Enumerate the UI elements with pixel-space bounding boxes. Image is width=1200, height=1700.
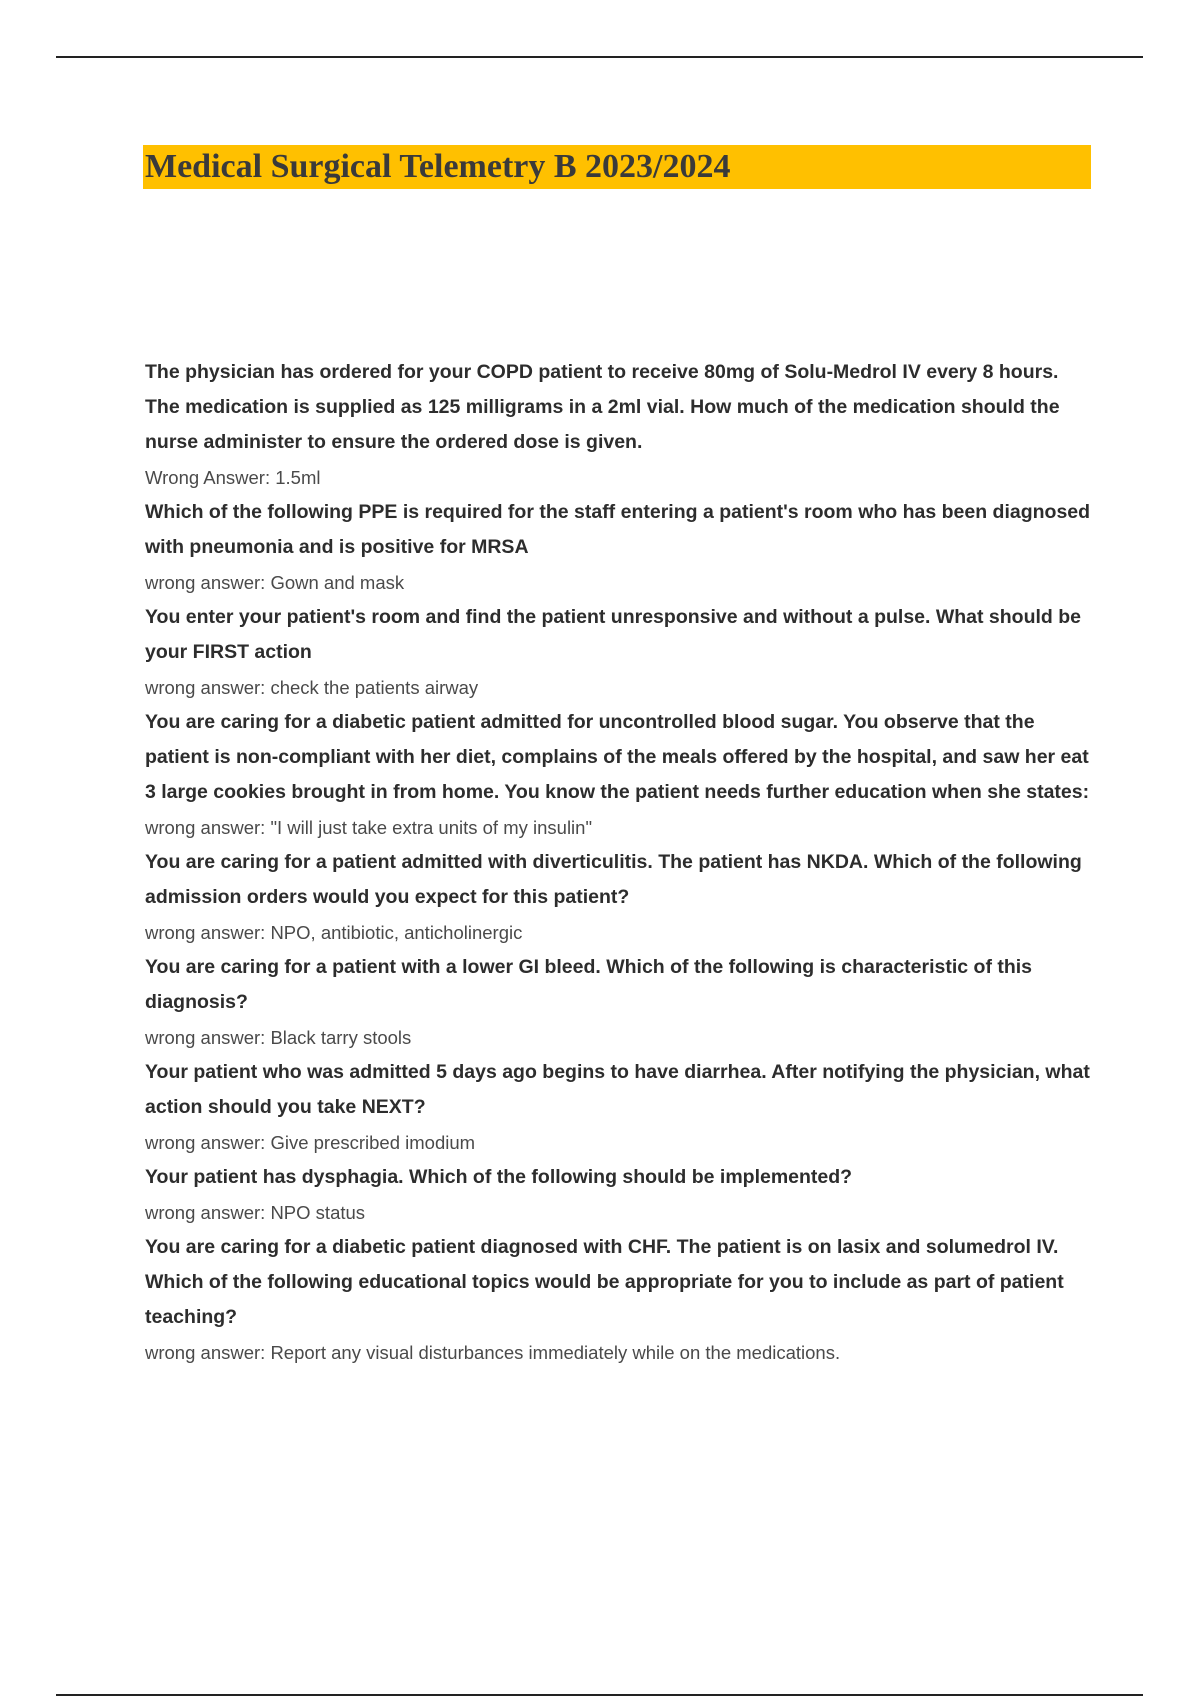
- question-text: You are caring for a diabetic patient diagnosed with CHF. The patient is on lasix and solumedrol IV. Which of the following educational topics would be appropriate for you to include as part of patient teaching?: [145, 1236, 1064, 1328]
- answer-text: wrong answer: "I will just take extra units of my insulin": [145, 817, 593, 838]
- question-text: Your patient who was admitted 5 days ago begins to have diarrhea. After notifying the physician, what action should you take NEXT?: [145, 1061, 1090, 1118]
- answer-text: wrong answer: Report any visual disturbances immediately while on the medications.: [145, 1342, 841, 1363]
- qa-item: [145, 1230, 1095, 1370]
- question-text: You are caring for a patient admitted with diverticulitis. The patient has NKDA. Which of the following admission orders would you expect for this patient?: [145, 851, 1082, 908]
- answer-text: wrong answer: Gown and mask: [145, 572, 405, 593]
- qa-item: [145, 1055, 1095, 1160]
- question-text: You are caring for a diabetic patient admitted for uncontrolled blood sugar. You observe that the patient is non-compliant with her diet, complains of the meals offered by the hospital, and saw her eat 3 large cookies brought in from home. You know the patient needs further education when she states:: [145, 711, 1090, 803]
- qa-item: [145, 950, 1095, 1055]
- answer-text: wrong answer: NPO, antibiotic, anticholinergic: [145, 922, 523, 943]
- title-highlight-bar: [143, 145, 1091, 189]
- qa-item: [145, 705, 1095, 845]
- bottom-rule: [56, 1694, 1143, 1696]
- document-title: Medical Surgical Telemetry B 2023/2024: [145, 148, 731, 185]
- qa-item: [145, 845, 1095, 950]
- top-rule: [56, 56, 1143, 58]
- answer-text: wrong answer: check the patients airway: [145, 677, 479, 698]
- answer-text: wrong answer: Give prescribed imodium: [145, 1132, 476, 1153]
- answer-text: wrong answer: Black tarry stools: [145, 1027, 412, 1048]
- question-text: You enter your patient's room and find the patient unresponsive and without a pulse. What should be your FIRST action: [145, 606, 1081, 663]
- answer-text: Wrong Answer: 1.5ml: [145, 467, 321, 488]
- question-text: The physician has ordered for your COPD patient to receive 80mg of Solu-Medrol IV every 8 hours. The medication is supplied as 125 milligrams in a 2ml vial. How much of the medication should the nurse administer to ensure the ordered dose is given.: [145, 361, 1060, 453]
- qa-list: [145, 355, 1095, 1370]
- qa-item: [145, 495, 1095, 600]
- question-text: Your patient has dysphagia. Which of the following should be implemented?: [145, 1166, 853, 1188]
- question-text: You are caring for a patient with a lower GI bleed. Which of the following is characteristic of this diagnosis?: [145, 956, 1033, 1013]
- qa-item: [145, 1160, 1095, 1230]
- qa-item: [145, 600, 1095, 705]
- answer-text: wrong answer: NPO status: [145, 1202, 366, 1223]
- qa-item: [145, 355, 1095, 495]
- question-text: Which of the following PPE is required for the staff entering a patient's room who has been diagnosed with pneumonia and is positive for MRSA: [145, 501, 1091, 558]
